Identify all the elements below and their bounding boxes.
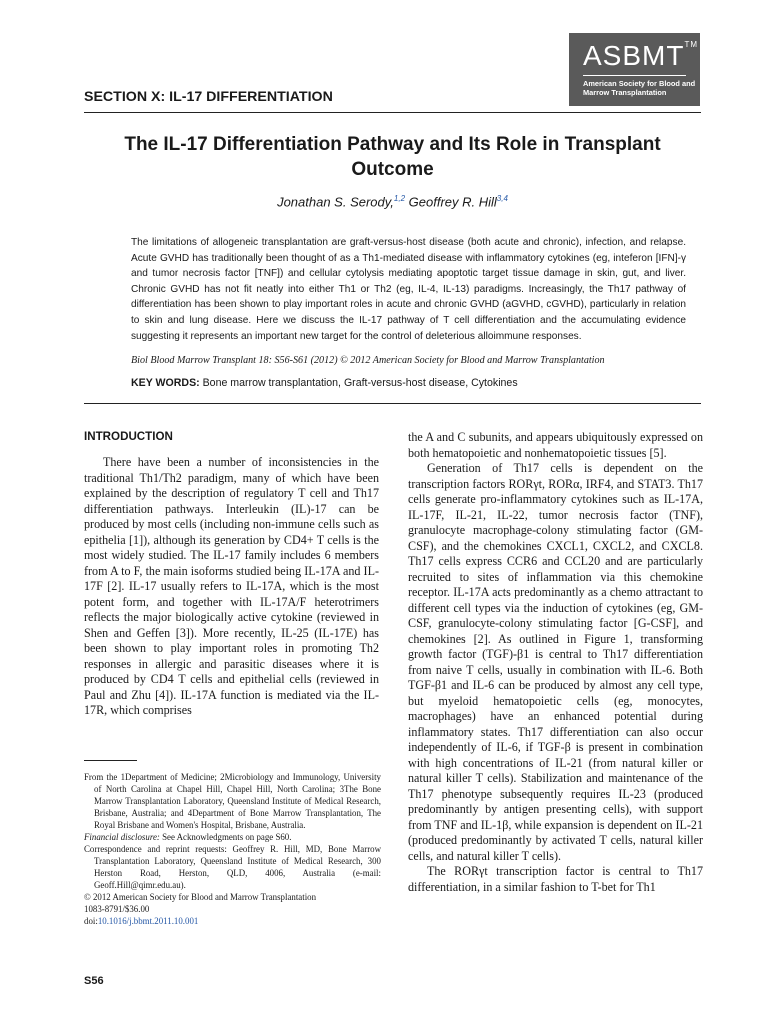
section-label: SECTION X: IL-17 DIFFERENTIATION [84,89,333,105]
introduction-heading: INTRODUCTION [84,430,173,443]
logo-divider [583,75,686,76]
correspondence-note: Correspondence and reprint requests: Geoffrey R. Hill, MD, Bone Marrow Transplantation Laboratory, Queensland Institute of Medical Research, 300 Herston Road, Herston, QLD, 4006, Australia (e-mail: Geoff.Hill@qimr.edu.au). [84,844,381,890]
issn-note: 1083-8791/$36.00 [84,904,150,914]
keywords-label: KEY WORDS: [131,377,200,389]
logo-name: ASBMT™ [583,40,699,71]
author-hill-affil[interactable]: 3,4 [496,194,508,203]
body-paragraph: The RORγt transcription factor is central to Th17 differentiation, in a similar fashion to T-bet for Th1 [408,864,703,894]
keywords [131,377,691,389]
body-paragraph: There have been a number of inconsistencies in the traditional Th1/Th2 paradigm, many of which have been explained by the description of regulatory T cell and Th17 differentiation pathways. Interleukin (IL)-17 can be produced by most cells (including non-immune cells such as epithelia [1]), although its generation by CD4+ T cells is the most widely studied. The IL-17 family includes 6 members from A to F, the main isoforms studied being IL-17A and IL-17F [2]. IL-17 usually refers to IL-17A, which is the most potent form, and together with IL-17A/F heterotrimers reflects the major biologically active cytokine (reviewed in Shen and Geffen [3]). More recently, IL-25 (IL-17E) has been shown to play important roles in promoting Th2 responses in allergic and parasitic diseases where it is produced by CD4 T cells and epithelial cells (reviewed in Paul and Zhu [4]). IL-17A function is mediated via the IL-17R, which comprises [84,455,379,717]
section-divider [84,112,701,113]
keywords-text: Bone marrow transplantation, Graft-versus-host disease, Cytokines [199,377,518,389]
copyright-note: © 2012 American Society for Blood and Marrow Transplantation [84,892,317,902]
affiliations-note: From the 1Department of Medicine; 2Microbiology and Immunology, University of North Carolina at Chapel Hill, Chapel Hill, North Carolina; 3The Bone Marrow Transplantation Laboratory, Queensland Institute of Medical Research, Brisbane, Australia; and 4Department of Bone Marrow Transplantation, The Royal Brisbane and Women's Hospital, Brisbane, Australia. [84,772,381,830]
asbmt-logo [569,33,700,106]
author-serody-affil[interactable]: 1,2 [393,194,406,203]
page-number: S56 [84,975,104,987]
footnote-divider [84,760,137,761]
footnotes [84,771,381,927]
disclosure-note: Financial disclosure: See Acknowledgments on page S60. [84,832,292,842]
right-column [408,430,703,895]
doi-link[interactable]: 10.1016/j.bbmt.2011.10.001 [97,916,199,926]
body-paragraph: the A and C subunits, and appears ubiquitously expressed on both hematopoietic and nonhematopoietic tissues [5]. [408,430,703,460]
doi-note: doi:10.1016/j.bbmt.2011.10.001 [84,916,199,926]
author-list [84,194,701,209]
logo-subtitle: American Society for Blood and Marrow Transplantation [583,79,696,97]
article-title: The IL-17 Differentiation Pathway and Its Role in Transplant Outcome [124,134,661,180]
abstract: The limitations of allogeneic transplantation are graft-versus-host disease (both acute and chronic), infection, and relapse. Acute GVHD has traditionally been thought of as a Th1-mediated disease with inflammatory cytokines (eg, inteferon [IFN]-γ and tumor necrosis factor [TNF]) and cellular cytolysis mediating apoptotic target tissue damage in skin, gut, and liver. Chronic GVHD has not fit neatly into either Th1 or Th2 (eg, IL-4, IL-13) paradigms. Increasingly, the Th17 pathway of differentiation has been shown to play important roles in acute and chronic GVHD (aGVHD, cGVHD), particularly in relation to skin and lung disease. Here we discuss the IL-17 pathway of T cell differentiation and the accumulating evidence suggesting it represents an important new target for the control of deleterious alloimmune responses. [131,237,686,342]
body-paragraph: Generation of Th17 cells is dependent on the transcription factors RORγt, RORα, IRF4, and STAT3. Th17 cells generate pro-inflammatory cytokines such as IL-17A, IL-17F, IL-21, IL-22, tumor necrosis factor (TNF), granulocyte macrophage-colony stimulating factor (GM-CSF), and the chemokines CXCL1, CXCL2, and CXCL8. Th17 cells express CCR6 and CCL20 and are particularly recruited to sites of inflammation via this chemokine receptor. IL-17A acts predominantly as a chemo attractant to different cell types via the induction of cytokines (eg, GM-CSF, granulocyte-colony stimulating factor [G-CSF], and chemokines [2]. As outlined in Figure 1, transforming growth factor (TGF)-β1 is central to Th17 differentiation from naive T cells, usually in combination with IL-6. Both TGF-β1 and IL-6 can be produced by almost any cell type, but myeloid hematopoietic cells (eg, monocytes, macrophages) have an enhanced potential during inflammatory states. Th17 differentiation can also occur independently of IL-6, if TGF-β is present in combination with high concentrations of IL-21 (from natural killer or natural killer T cells). Stabilization and maintenance of the Th17 phenotype subsequently requires IL-23 (produced predominantly by antigen presenting cells), with support from TNF and IL-1β, while expansion is dependent on IL-21 (produced predominantly by activated T cells, natural killer cells, and natural killer T cells). [408,461,703,863]
author-hill[interactable]: Geoffrey R. Hill [405,194,497,210]
abstract-divider [84,403,701,404]
left-column [84,455,379,719]
author-serody[interactable]: Jonathan S. Serody, [277,194,394,210]
disclosure-label: Financial disclosure: [84,832,160,842]
citation: Biol Blood Marrow Transplant 18: S56-S61 (2012) © 2012 American Society for Blood and Marrow Transplantation [131,355,605,366]
